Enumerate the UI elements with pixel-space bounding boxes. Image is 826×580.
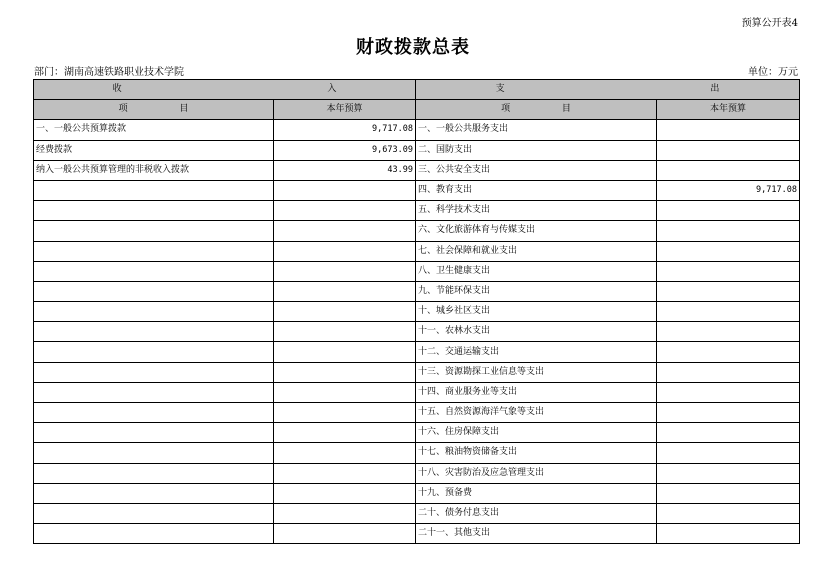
income-item-cell	[34, 463, 274, 483]
income-value-cell	[274, 362, 416, 382]
income-value-cell	[274, 281, 416, 301]
expense-value-cell	[657, 241, 800, 261]
income-item-cell	[34, 382, 274, 402]
income-value-cell: 9,717.08	[274, 120, 416, 140]
expense-item-cell: 十、城乡社区支出	[416, 302, 657, 322]
table-row	[34, 443, 800, 463]
income-value-cell	[274, 322, 416, 342]
expense-group-header	[416, 80, 800, 100]
expense-value-cell	[657, 302, 800, 322]
table-row	[34, 241, 800, 261]
table-row	[34, 503, 800, 523]
table-row	[34, 302, 800, 322]
expense-char-1: 支	[495, 84, 505, 95]
expense-item-cell: 十一、农林水支出	[416, 322, 657, 342]
column-header-row	[34, 100, 800, 120]
department-label: 部门：湖南高速铁路职业技术学院	[34, 67, 184, 78]
income-item-cell	[34, 241, 274, 261]
item-char-2: 目	[179, 104, 189, 115]
expense-item-cell: 十六、住房保障支出	[416, 423, 657, 443]
unit-label: 单位：万元	[748, 67, 798, 78]
expense-value-cell	[657, 322, 800, 342]
table-row	[34, 221, 800, 241]
expense-item-cell: 七、社会保障和就业支出	[416, 241, 657, 261]
income-item-cell	[34, 403, 274, 423]
income-value-cell: 9,673.09	[274, 140, 416, 160]
table-row	[34, 423, 800, 443]
expense-value-cell	[657, 281, 800, 301]
income-item-cell: 纳入一般公共预算管理的非税收入拨款	[34, 160, 274, 180]
income-value-cell	[274, 261, 416, 281]
item-char-1: 项	[501, 104, 511, 115]
expense-value-cell	[657, 140, 800, 160]
income-item-cell	[34, 524, 274, 544]
expense-item-cell: 十八、灾害防治及应急管理支出	[416, 463, 657, 483]
income-value-cell	[274, 483, 416, 503]
budget-table	[33, 79, 800, 544]
income-item-cell	[34, 180, 274, 200]
income-item-cell	[34, 302, 274, 322]
income-value-cell	[274, 302, 416, 322]
table-row	[34, 160, 800, 180]
income-value-cell	[274, 463, 416, 483]
group-header-row	[34, 80, 800, 100]
table-code: 预算公开表4	[741, 18, 798, 29]
expense-char-2: 出	[710, 84, 720, 95]
expense-value-cell	[657, 120, 800, 140]
table-row	[34, 403, 800, 423]
table-row	[34, 120, 800, 140]
expense-value-cell	[657, 403, 800, 423]
expense-budget-header: 本年预算	[657, 100, 800, 120]
table-row	[34, 180, 800, 200]
expense-value-cell: 9,717.08	[657, 180, 800, 200]
item-char-2: 目	[561, 104, 571, 115]
expense-value-cell	[657, 423, 800, 443]
income-item-cell	[34, 221, 274, 241]
expense-item-cell: 二、国防支出	[416, 140, 657, 160]
income-item-cell: 经费拨款	[34, 140, 274, 160]
income-value-cell	[274, 201, 416, 221]
table-row	[34, 140, 800, 160]
income-value-cell: 43.99	[274, 160, 416, 180]
expense-item-cell: 二十一、其他支出	[416, 524, 657, 544]
expense-value-cell	[657, 362, 800, 382]
expense-item-cell: 三、公共安全支出	[416, 160, 657, 180]
expense-value-cell	[657, 342, 800, 362]
expense-item-cell: 五、科学技术支出	[416, 201, 657, 221]
income-value-cell	[274, 403, 416, 423]
income-value-cell	[274, 503, 416, 523]
expense-item-header	[416, 100, 657, 120]
income-budget-header: 本年预算	[274, 100, 416, 120]
item-char-1: 项	[118, 104, 128, 115]
income-item-cell	[34, 261, 274, 281]
expense-item-cell: 一、一般公共服务支出	[416, 120, 657, 140]
expense-item-cell: 九、节能环保支出	[416, 281, 657, 301]
table-row	[34, 463, 800, 483]
expense-value-cell	[657, 261, 800, 281]
page-title: 财政拨款总表	[356, 37, 470, 58]
income-value-cell	[274, 241, 416, 261]
table-row	[34, 201, 800, 221]
expense-item-cell: 十五、自然资源海洋气象等支出	[416, 403, 657, 423]
income-item-cell	[34, 322, 274, 342]
income-item-cell	[34, 503, 274, 523]
income-item-cell	[34, 483, 274, 503]
table-row	[34, 382, 800, 402]
income-value-cell	[274, 342, 416, 362]
income-group-header	[34, 80, 416, 100]
income-item-cell	[34, 281, 274, 301]
income-item-cell	[34, 443, 274, 463]
table-row	[34, 342, 800, 362]
income-value-cell	[274, 423, 416, 443]
expense-value-cell	[657, 201, 800, 221]
table-row	[34, 524, 800, 544]
expense-value-cell	[657, 503, 800, 523]
expense-item-cell: 十三、资源勘探工业信息等支出	[416, 362, 657, 382]
expense-value-cell	[657, 443, 800, 463]
income-char-1: 收	[112, 84, 122, 95]
expense-value-cell	[657, 221, 800, 241]
expense-item-cell: 十四、商业服务业等支出	[416, 382, 657, 402]
income-value-cell	[274, 524, 416, 544]
income-item-cell	[34, 362, 274, 382]
income-item-cell	[34, 201, 274, 221]
income-item-header	[34, 100, 274, 120]
table-row	[34, 322, 800, 342]
income-item-cell: 一、一般公共预算拨款	[34, 120, 274, 140]
expense-value-cell	[657, 463, 800, 483]
expense-item-cell: 二十、债务付息支出	[416, 503, 657, 523]
expense-value-cell	[657, 524, 800, 544]
expense-item-cell: 八、卫生健康支出	[416, 261, 657, 281]
expense-value-cell	[657, 483, 800, 503]
table-row	[34, 483, 800, 503]
expense-value-cell	[657, 160, 800, 180]
income-value-cell	[274, 443, 416, 463]
table-row	[34, 362, 800, 382]
income-item-cell	[34, 423, 274, 443]
income-value-cell	[274, 221, 416, 241]
table-row	[34, 261, 800, 281]
table-body	[34, 120, 800, 544]
table-row	[34, 281, 800, 301]
expense-value-cell	[657, 382, 800, 402]
expense-item-cell: 十九、预备费	[416, 483, 657, 503]
income-value-cell	[274, 180, 416, 200]
income-char-2: 入	[327, 84, 337, 95]
income-item-cell	[34, 342, 274, 362]
expense-item-cell: 十七、粮油物资储备支出	[416, 443, 657, 463]
expense-item-cell: 四、教育支出	[416, 180, 657, 200]
expense-item-cell: 六、文化旅游体育与传媒支出	[416, 221, 657, 241]
expense-item-cell: 十二、交通运输支出	[416, 342, 657, 362]
income-value-cell	[274, 382, 416, 402]
